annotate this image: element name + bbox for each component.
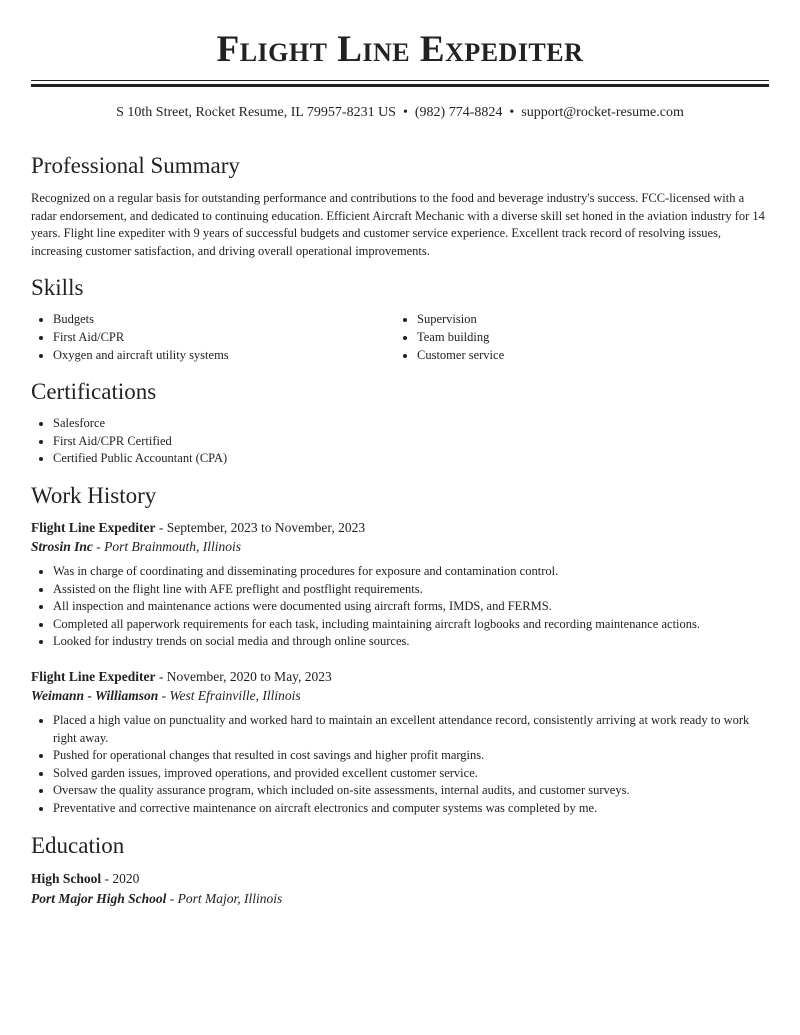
job-duty: • Oversaw the quality assurance program, which included on-site assessments, internal audits, and customer surveys. — [53, 782, 769, 800]
education-year: - 2020 — [101, 871, 140, 887]
contact-email[interactable]: support@rocket-resume.com — [521, 105, 684, 120]
job-entry — [31, 667, 769, 818]
header-divider-thick — [31, 84, 769, 87]
job-duties-list — [31, 712, 769, 818]
job-company-line — [31, 537, 769, 557]
skills-heading: Skills — [31, 275, 84, 301]
job-title-line — [31, 518, 769, 538]
contact-line — [31, 103, 769, 123]
education-entry — [31, 869, 769, 908]
job-duty: • Looked for industry trends on social media and through online sources. — [53, 633, 769, 651]
summary-heading: Professional Summary — [31, 153, 240, 178]
skills-column-left — [31, 311, 395, 364]
certifications-heading: Certifications — [31, 379, 157, 405]
job-duty: • Assisted on the flight line with AFE preflight and postflight requirements. — [53, 581, 769, 599]
education-degree: High School — [31, 871, 102, 887]
skill-item: • Customer service — [417, 347, 759, 365]
job-company: Weimann - Williamson — [31, 688, 159, 704]
job-title: Flight Line Expediter — [31, 668, 156, 684]
contact-separator: • — [509, 105, 515, 120]
job-duty: • Preventative and corrective maintenance on aircraft electronics and computer systems was completed by me. — [53, 800, 769, 818]
job-duty: • Completed all paperwork requirements for each task, including maintaining aircraft logbooks and recording maintenance actions. — [53, 616, 769, 634]
skill-item: • Budgets — [53, 311, 395, 329]
job-location: - West Efrainville, Illinois — [158, 688, 301, 704]
contact-phone: (982) 774-8824 — [414, 105, 503, 120]
certifications-list — [31, 415, 769, 468]
certification-item: • First Aid/CPR Certified — [53, 433, 769, 451]
skill-item: • Oxygen and aircraft utility systems — [53, 347, 395, 365]
job-duty: • All inspection and maintenance actions were documented using aircraft forms, IMDS, and FERMS. — [53, 598, 769, 616]
job-title: Flight Line Expediter — [31, 519, 156, 535]
job-duties-list — [31, 563, 769, 651]
skills-list — [31, 311, 769, 364]
job-duty: • Solved garden issues, improved operations, and provided excellent customer service. — [53, 765, 769, 783]
skills-column-right — [395, 311, 759, 364]
education-location: - Port Major, Illinois — [166, 890, 283, 906]
education-heading: Education — [31, 833, 125, 859]
education-school-line — [31, 889, 769, 909]
job-entry — [31, 518, 769, 651]
resume-name: Flight Line Expediter — [216, 29, 584, 70]
job-duty: • Pushed for operational changes that resulted in cost savings and higher profit margins. — [53, 747, 769, 765]
certification-item: • Salesforce — [53, 415, 769, 433]
education-school: Port Major High School — [31, 890, 167, 906]
job-dates: - November, 2020 to May, 2023 — [155, 668, 332, 684]
contact-separator: • — [402, 105, 408, 120]
job-location: - Port Brainmouth, Illinois — [92, 539, 242, 555]
skill-item: • First Aid/CPR — [53, 329, 395, 347]
contact-address: S 10th Street, Rocket Resume, IL 79957-8231 US — [116, 105, 396, 120]
job-duty: • Was in charge of coordinating and disseminating procedures for exposure and contamination control. — [53, 563, 769, 581]
skill-item: • Team building — [417, 329, 759, 347]
header-divider-thin — [31, 80, 769, 81]
work-history-heading: Work History — [31, 482, 157, 508]
job-title-line — [31, 667, 769, 687]
skill-item: • Supervision — [417, 311, 759, 329]
summary-text: Recognized on a regular basis for outstanding performance and contributions to the food and beverage industry's success. FCC-licensed with a radar endorsement, and dedicated to continuing education. Efficient Aircraft Mechanic with a diverse skill set honed in the aviation industry for 14 years. Flight line expediter with 9 years of successful budgets and customer service experience. Excellent track record of resolving issues, increasing customer satisfaction, and driving overall operational improvements. — [31, 191, 765, 258]
job-company-line — [31, 686, 769, 706]
job-duty: • Placed a high value on punctuality and worked hard to maintain an excellent attendance record, consistently arriving at work ready to work right away. — [53, 712, 769, 747]
certification-item: • Certified Public Accountant (CPA) — [53, 450, 769, 468]
education-degree-line — [31, 869, 769, 889]
job-company: Strosin Inc — [31, 539, 93, 555]
job-dates: - September, 2023 to November, 2023 — [155, 519, 366, 535]
